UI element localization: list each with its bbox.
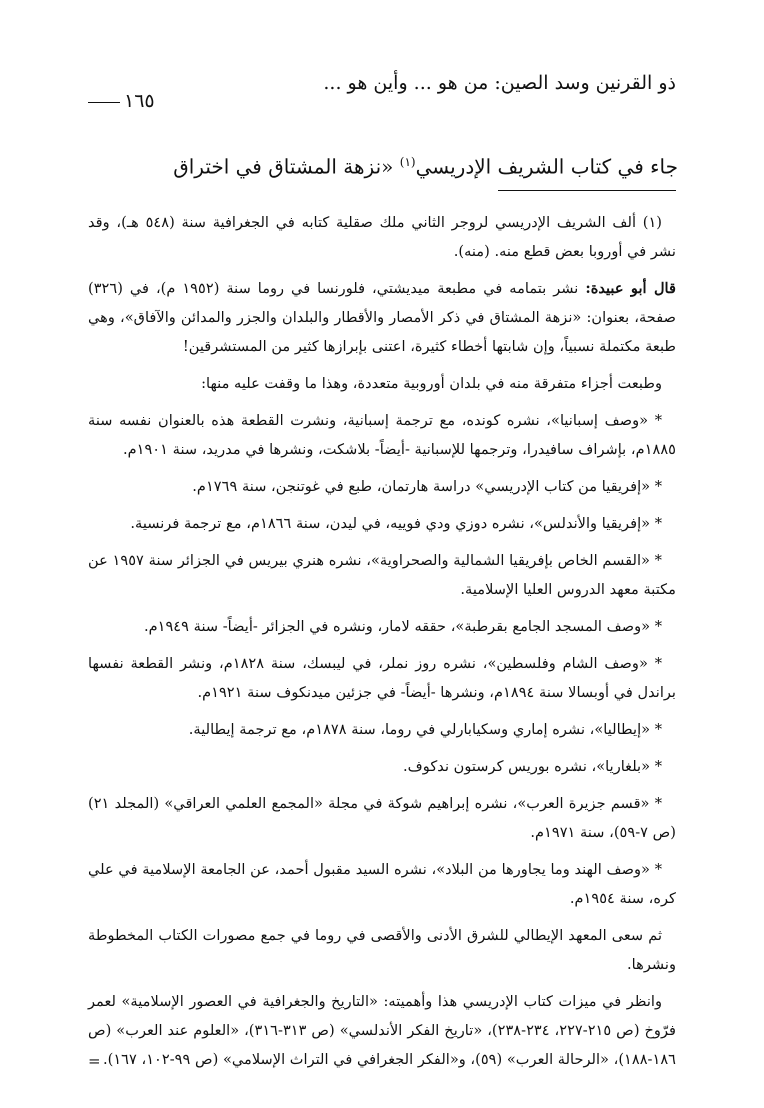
manuscripts-note: ثم سعى المعهد الإيطالي للشرق الأدنى والأقصى في روما في جمع مصورات الكتاب المخطوطة ونشرها. <box>88 927 676 973</box>
body-text-start: جاء في كتاب الشريف الإدريسي <box>415 154 678 179</box>
footnote-1: (١) ألف الشريف الإدريسي لروجر الثاني ملك صقلية كتابه في الجغرافية سنة (٥٤٨ هـ)، وقد نشر في أوروبا بعض قطع منه. (منه). <box>88 214 676 260</box>
running-title: ذو القرنين وسد الصين: من هو ... وأين هو ... <box>323 72 676 94</box>
footnote-separator <box>498 190 676 191</box>
footnotes-section <box>88 208 676 1082</box>
edition-item: * «إفريقيا والأندلس»، نشره دوزي ودي فوييه، في ليدن، سنة ١٨٦٦م، مع ترجمة فرنسية. <box>130 515 662 532</box>
edition-item: * «القسم الخاص بإفريقيا الشمالية والصحراوية»، نشره هنري بيريس في الجزائر سنة ١٩٥٧ عن مكتبة معهد الدروس العليا الإسلامية. <box>88 552 676 598</box>
footnote-reference[interactable]: (١) <box>399 155 416 169</box>
edition-item: * «وصف الشام وفلسطين»، نشره روز نملر، في ليبسك، سنة ١٨٢٨م، ونشر القطعة نفسها براندل في أوبسالا سنة ١٨٩٤م، ونشرها -أيضاً- في جزئين ميدنكوف سنة ١٩٢١م. <box>88 655 676 701</box>
edition-item: * «بلغاريا»، نشره بوريس كرستون ندكوف. <box>403 758 662 775</box>
edition-item: * «وصف المسجد الجامع بقرطبة»، حققه لامار، ونشره في الجزائر -أيضاً- سنة ١٩٤٩م. <box>143 618 662 635</box>
page-header <box>88 72 676 116</box>
continuation-mark: = <box>88 1052 101 1070</box>
body-text-line <box>86 145 678 184</box>
page-number: ١٦٥ <box>124 90 155 112</box>
editor-note-text: نشر بتمامه في مطبعة ميديشتي، فلورنسا في روما سنة (١٩٥٢ م)، في (٣٢٦) صفحة، بعنوان: «نزهة المشتاق في ذكر الأمصار والأقطار والبلدان والجزر والمدائن والآفاق»، وهي طبعة مكتملة نسبياً، وإن شابتها أخطاء كثيرة، اعتنى بإبرازها كثير من المستشرقين! <box>88 280 676 355</box>
editor-note-label: قال أبو عبيدة: <box>585 280 676 297</box>
header-rule <box>88 102 120 103</box>
edition-item: * «إيطاليا»، نشره إماري وسكيابارلي في روما، سنة ١٨٧٨م، مع ترجمة إيطالية. <box>188 721 662 738</box>
editions-intro: وطبعت أجزاء متفرقة منه في بلدان أوروبية متعددة، وهذا ما وقفت عليه منها: <box>201 375 662 392</box>
edition-item: * «إفريقيا من كتاب الإدريسي» دراسة هارتمان، طبع في غوتنجن، سنة ١٧٦٩م. <box>192 478 662 495</box>
edition-item: * «وصف إسبانيا»، نشره كونده، مع ترجمة إسبانية، ونشرت القطعة هذه بالعنوان نفسه سنة ١٨٨٥م، بإشراف سافيدرا، وترجمها للإسبانية -أيضاً- بلاشكت، ونشرها في مدريد، سنة ١٩٠١م. <box>88 412 676 458</box>
body-text-end: «نزهة المشتاق في اختراق <box>173 154 394 179</box>
editor-note <box>88 274 676 361</box>
edition-item: * «وصف الهند وما يجاورها من البلاد»، نشره السيد مقبول أحمد، عن الجامعة الإسلامية في علي كره، سنة ١٩٥٤م. <box>88 861 676 907</box>
edition-item: * «قسم جزيرة العرب»، نشره إبراهيم شوكة في مجلة «المجمع العلمي العراقي» (المجلد ٢١) (ص ٧-٥٩)، سنة ١٩٧١م. <box>88 795 676 841</box>
references-note: وانظر في ميزات كتاب الإدريسي هذا وأهميته: «التاريخ والجغرافية في العصور الإسلامية» لعمر فرّوخ (ص ٢١٥-٢٢٧، ٢٣٤-٢٣٨)، «تاريخ الفكر الأندلسي» (ص ٣١٣-٣١٦)، «العلوم عند العرب» (ص ١٨٦-١٨٨)، «الرحالة العرب» (٥٩)، و«الفكر الجغرافي في التراث الإسلامي» (ص ٩٩-١٠٢، ١٦٧). <box>88 993 676 1068</box>
